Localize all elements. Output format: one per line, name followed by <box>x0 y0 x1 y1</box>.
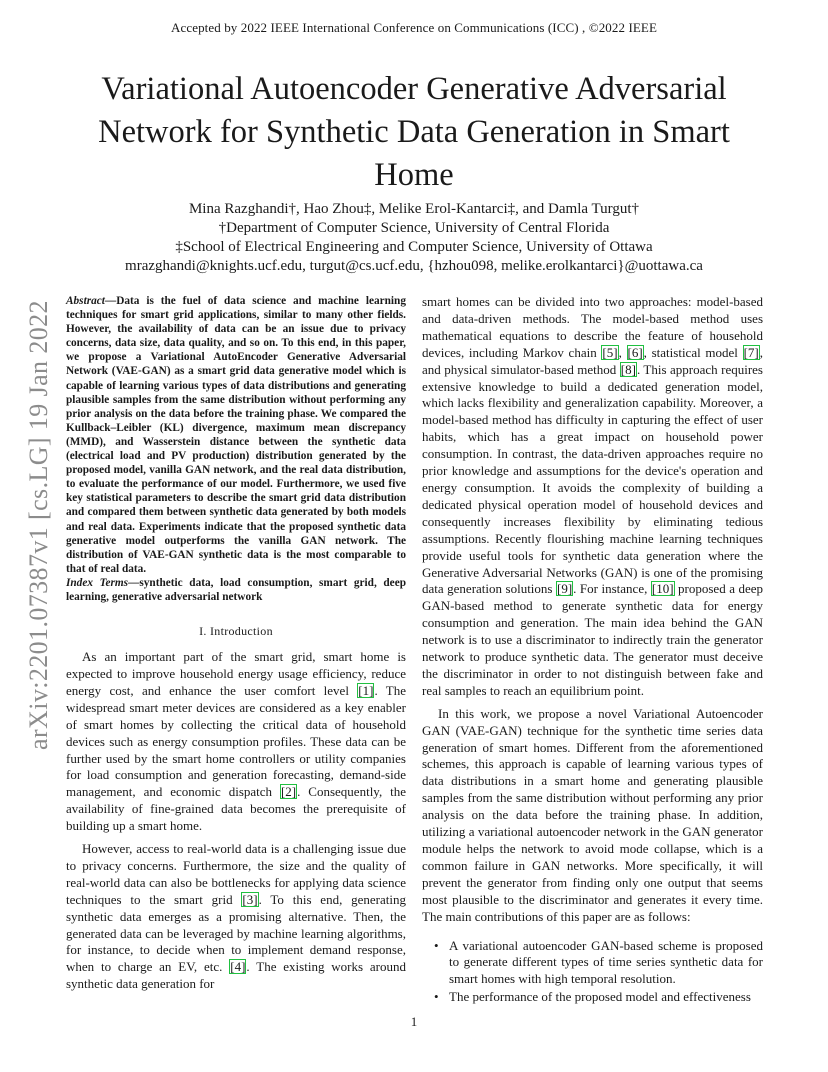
citation-link[interactable]: [1] <box>358 682 374 698</box>
citation-link[interactable]: [2] <box>280 784 297 800</box>
text-run-continued: . The existing works around synthetic data generation for <box>66 959 406 992</box>
index-terms <box>66 576 406 604</box>
right-column <box>422 294 763 1007</box>
text-run: As an important part of the smart grid, smart home is expected to improve household energy usage efficiency, reduce energy cost, and enhance the user comfort level <box>66 649 406 698</box>
intro-paragraph-3: In this work, we propose a novel Variational Autoencoder GAN (VAE-GAN) technique for the synthetic time series data generation of smart homes. Different from the aforementioned schemes, this approach is capable of learning various types of data distributions in a smart home and generating plausible samples from the same distribution without performing any prior analysis on the data before the training phase. In addition, utilizing a variational autoencoder network in the GAN generator module helps the network to avoid mode collapse, which is a common failure in GAN networks. More specifically, it will prevent the generator from finding only one output that seems most plausible to the discriminator and generates it every time. The main contributions of this paper are as follows: <box>422 705 763 924</box>
intro-paragraph-2 <box>66 841 406 993</box>
text-run: , and physical simulator-based method <box>422 344 763 377</box>
text-run: , statistical model <box>643 344 743 360</box>
abstract <box>66 294 406 576</box>
bullet-icon: • <box>434 989 439 1005</box>
arxiv-identifier-text: arXiv:2201.07387v1 [cs.LG] 19 Jan 2022 <box>24 300 53 750</box>
text-run: , <box>618 344 627 360</box>
citation-link[interactable]: [9] <box>557 581 573 597</box>
citation-link[interactable]: [8] <box>620 361 636 377</box>
index-terms-text: —synthetic data, load consumption, smart grid, deep learning, generative adversarial network <box>66 576 406 603</box>
contributions-list <box>422 938 763 1007</box>
text-run: proposed a deep GAN-based method to generate synthetic data for energy consumption and generation. The main idea behind the GAN network is to use a discriminator to indirectly train the generator network to produce synthetic data. The generator must deceive the discriminator in order to not distinguish between fake and real samples to reach an equilibrium point. <box>422 581 764 698</box>
list-item <box>422 989 763 1006</box>
list-item-text: The performance of the proposed model and effectiveness <box>449 989 751 1005</box>
text-run: smart homes can be divided into two approaches: model-based and data-driven methods. The model-based method uses mathematical equations to describe the feature of household devices, including Markov chain <box>422 294 763 360</box>
author-block <box>0 200 828 276</box>
bullet-icon: • <box>434 937 439 953</box>
text-run: . For instance, <box>573 581 651 597</box>
conference-acceptance-note: Accepted by 2022 IEEE International Conference on Communications (ICC) , ©2022 IEEE <box>170 20 658 35</box>
text-run: . Consequently, the availability of fine-grained data becomes the prerequisite of building up a smart home. <box>66 784 407 834</box>
citation-link[interactable]: [10] <box>651 581 674 597</box>
citation-link[interactable]: [4] <box>230 959 246 975</box>
page-number: 1 <box>410 1014 418 1029</box>
affiliation-ottawa: ‡School of Electrical Engineering and Computer Science, University of Ottawa <box>175 239 653 255</box>
author-emails: mrazghandi@knights.ucf.edu, turgut@cs.ucf.edu, {hzhou098, melike.erolkantarci}@uottawa.ca <box>125 258 703 274</box>
citation-link[interactable]: [5] <box>602 344 618 360</box>
text-run: . To this end, generating synthetic data emerges as a promising alternative. Then, the generated data can be leveraged by machine learning algorithms, for instance, to decide when to implement demand response, when to charge an EV, etc. <box>66 891 406 975</box>
intro-paragraph-1 <box>66 649 406 835</box>
author-names: Mina Razghandi†, Hao Zhou‡, Melike Erol-Kantarci‡, and Damla Turgut† <box>188 201 640 217</box>
list-item <box>422 938 763 989</box>
citation-link[interactable]: [6] <box>627 344 643 360</box>
arxiv-identifier-stamp <box>24 290 54 760</box>
citation-link[interactable]: [7] <box>743 344 759 360</box>
intro-paragraph-2-continued <box>422 294 763 700</box>
text-run: . The widespread smart meter devices are considered as a key enabler of smart homes by collecting the critical data of household devices such as energy consumption profiles. These data can be further used by the smart home controllers or utility companies for load consumption and generation forecasting, demand-side management, and economic dispatch <box>66 682 406 800</box>
paper-title: Variational Autoencoder Generative Adversarial Network for Synthetic Data Generation in Smart Home <box>98 71 730 193</box>
citation-link[interactable]: [3] <box>242 891 258 907</box>
list-item-text: A variational autoencoder GAN-based scheme is proposed to generate different types of time series synthetic data for smart homes with high temporal resolution. <box>449 937 763 987</box>
text-run: However, access to real-world data is a challenging issue due to privacy concerns. Furthermore, the size and the quality of real-world data can also be bottlenecks for applying data science techniques to the smart grid <box>66 841 406 907</box>
section-heading-introduction: I. Introduction <box>199 624 273 639</box>
left-column <box>66 294 406 993</box>
abstract-label: Abstract <box>66 295 105 307</box>
index-terms-label: Index Terms <box>66 576 129 589</box>
abstract-text: —Data is the fuel of data science and machine learning techniques for smart grid applications, similar to many other fields. However, the availability of data can be an issue due to privacy concerns, data size, data quality, and so on. To this end, in this paper, we propose a Variational AutoEncoder Generative Adversarial Network (VAE-GAN) as a smart grid data generative model which is capable of learning various types of data distributions and generating plausible samples from the same distribution without performing any prior analysis on the data before the training phase. We compared the Kullback–Leibler (KL) divergence, maximum mean discrepancy (MMD), and Wasserstein distance between the synthetic data (electrical load and PV production) distribution generated by the proposed model, vanilla GAN network, and the real data distribution, to evaluate the performance of our model. Furthermore, we used five key statistical parameters to describe the smart grid data distribution and compared them between synthetic data generated by both models and real data. Experiments indicate that the proposed synthetic data generative model outperforms the vanilla GAN network. The distribution of VAE-GAN synthetic data is the most comparable to that of real data. <box>66 295 406 575</box>
affiliation-ucf: †Department of Computer Science, University of Central Florida <box>218 220 610 236</box>
text-run: . This approach requires extensive knowledge to build a dedicated generation model, which lacks flexibility and generalization capability. Moreover, a model-based method has difficulty in capturing the effect of user habits, which has a great impact on household power consumption. In contrast, the data-driven approaches require no prior knowledge and assumptions for the device's operation and energy consumption. It avoids the complexity of building a dedicated physical operation model of household devices and consequently increases flexibility by eliminating tedious assumptions. Recently flourishing machine learning techniques provide useful tools for synthetic data generation where the Generative Adversarial Networks (GAN) is one of the promising data generation solutions <box>422 361 763 597</box>
